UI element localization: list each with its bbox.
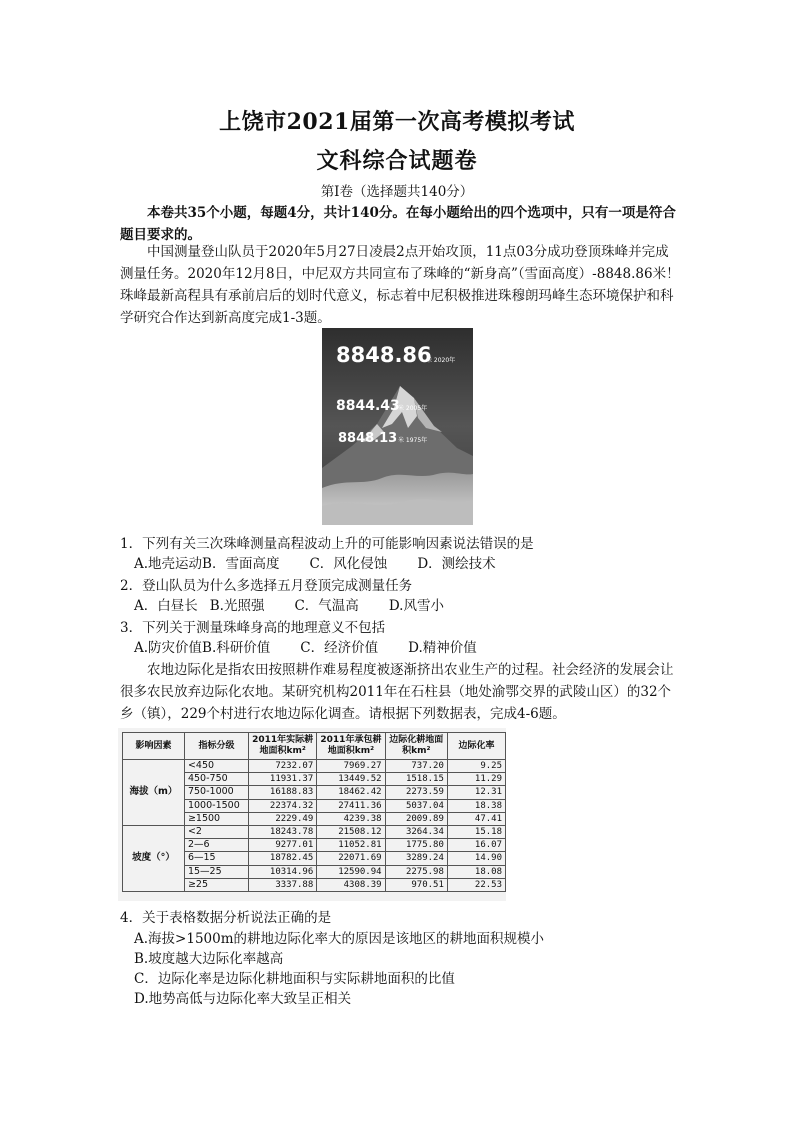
- q1-option-d[interactable]: D．测绘技术: [417, 556, 496, 572]
- q1-option-b[interactable]: B．雪面高度: [202, 556, 280, 572]
- table-cell: ≥25: [184, 878, 248, 891]
- table-cell: 2—6: [184, 839, 248, 852]
- q1-option-a[interactable]: A.地壳运动: [134, 556, 203, 572]
- header-level: 指标分级: [184, 733, 248, 760]
- instructions: 本卷共35个小题，每题4分，共计140分。在每小题给出的四个选项中，只有一项是符合题目要求的。: [120, 205, 676, 243]
- data-table: [122, 732, 506, 892]
- table-cell: <2: [184, 825, 248, 838]
- table-cell: 1518.15: [385, 773, 447, 786]
- table-cell: 1775.80: [385, 839, 447, 852]
- table-cell: 3337.88: [248, 878, 316, 891]
- table-cell: 18243.78: [248, 825, 316, 838]
- table-header-row: [123, 733, 506, 760]
- q2-option-b[interactable]: B.光照强: [209, 598, 265, 614]
- q4-option-b[interactable]: B.坡度越大边际化率越高: [134, 951, 284, 967]
- table-cell: 7969.27: [317, 760, 385, 773]
- table-cell: 9277.01: [248, 839, 316, 852]
- table-row: [123, 760, 506, 773]
- q3-option-a[interactable]: A.防灾价值: [134, 640, 203, 656]
- exam-subtitle: 文科综合试题卷: [316, 148, 478, 174]
- height-2020-note: 米 2020年: [426, 357, 456, 364]
- q4-option-d[interactable]: D.地势高低与边际化率大致呈正相关: [134, 991, 352, 1007]
- question-3-options: [134, 638, 477, 658]
- question-3-stem: 3．下列关于测量珠峰身高的地理意义不包括: [120, 620, 386, 636]
- table-cell: 16188.83: [248, 786, 316, 799]
- table-cell: 18.38: [447, 799, 505, 812]
- table-row: [123, 825, 506, 838]
- table-cell: 5037.04: [385, 799, 447, 812]
- q4-option-a[interactable]: A.海拔>1500m的耕地边际化率大的原因是该地区的耕地面积规模小: [134, 931, 545, 947]
- table-cell: 11931.37: [248, 773, 316, 786]
- table-cell: 750-1000: [184, 786, 248, 799]
- table-cell: <450: [184, 760, 248, 773]
- table-cell: 4308.39: [317, 878, 385, 891]
- question-4-stem: 4．关于表格数据分析说法正确的是: [120, 910, 332, 926]
- table-cell: 22071.69: [317, 852, 385, 865]
- q2-option-c[interactable]: C．气温高: [294, 598, 359, 614]
- passage-farmland: 农地边际化是指农田按照耕作难易程度被逐渐挤出农业生产的过程。社会经济的发展会让很多农民放弃边际化农地。某研究机构2011年在石柱县（地处渝鄂交界的武陵山区）的32个乡（镇），229个村进行农地边际化调查。请根据下列数据表，完成4-6题。: [120, 662, 674, 722]
- table-cell: 11.29: [447, 773, 505, 786]
- table-cell: 2229.49: [248, 812, 316, 825]
- height-2005-value: 8844.43: [336, 398, 400, 414]
- table-cell: 15—25: [184, 865, 248, 878]
- table-cell: 21508.12: [317, 825, 385, 838]
- q3-option-d[interactable]: D.精神价值: [408, 640, 477, 656]
- q4-option-c[interactable]: C．边际化率是边际化耕地面积与实际耕地面积的比值: [134, 971, 455, 987]
- header-marginal-rate: 边际化率: [447, 733, 505, 760]
- passage-everest: 中国测量登山队员于2020年5月27日凌晨2点开始攻顶，11点03分成功登顶珠峰并完成测量任务。2020年12月8日，中尼双方共同宣布了珠峰的“新身高”（雪面高度）-8848.86米！珠峰最新高程具有承前启后的划时代意义，标志着中尼积极推进珠穆朗玛峰生态环境保护和科学研究合作达到新高度完成1-3题。: [120, 244, 680, 326]
- table-cell: 2273.59: [385, 786, 447, 799]
- q2-option-d[interactable]: D.风雪小: [388, 598, 444, 614]
- table-cell: 6—15: [184, 852, 248, 865]
- table-cell: 13449.52: [317, 773, 385, 786]
- table-cell: 970.51: [385, 878, 447, 891]
- table-cell: 22374.32: [248, 799, 316, 812]
- table-cell: 2275.98: [385, 865, 447, 878]
- question-2-options: [134, 596, 444, 616]
- table-cell: 14.90: [447, 852, 505, 865]
- table-cell: 12.31: [447, 786, 505, 799]
- height-2020-value: 8848.86: [336, 343, 432, 367]
- table-cell: 9.25: [447, 760, 505, 773]
- q3-option-b[interactable]: B.科研价值: [202, 640, 271, 656]
- table-cell: 3289.24: [385, 852, 447, 865]
- exam-title: 上饶市2021届第一次高考模拟考试: [219, 109, 575, 135]
- table-cell: 7232.07: [248, 760, 316, 773]
- table-cell: 12590.94: [317, 865, 385, 878]
- table-cell: 27411.36: [317, 799, 385, 812]
- q1-option-c[interactable]: C．风化侵蚀: [309, 556, 388, 572]
- table-cell: 10314.96: [248, 865, 316, 878]
- header-contract-area: 2011年承包耕地面积km²: [317, 733, 385, 760]
- question-1-options: [134, 554, 496, 574]
- table-cell: 11052.81: [317, 839, 385, 852]
- table-cell: 18462.42: [317, 786, 385, 799]
- section-heading: 第I卷（选择题共140分）: [320, 184, 474, 200]
- farmland-data-table: [118, 728, 506, 901]
- table-cell: 1000-1500: [184, 799, 248, 812]
- table-cell: 22.53: [447, 878, 505, 891]
- height-1975-value: 8848.13: [338, 431, 398, 446]
- everest-height-photo: [322, 328, 473, 525]
- table-cell: 737.20: [385, 760, 447, 773]
- header-actual-area: 2011年实际耕地面积km²: [248, 733, 316, 760]
- table-cell: 450-750: [184, 773, 248, 786]
- factor-altitude: 海拔（m）: [123, 760, 185, 826]
- question-2-stem: 2．登山队员为什么多选择五月登顶完成测量任务: [120, 578, 413, 594]
- table-cell: 16.07: [447, 839, 505, 852]
- q3-option-c[interactable]: C．经济价值: [300, 640, 379, 656]
- height-1975-note: 米 1975年: [398, 437, 428, 444]
- question-1-stem: 1．下列有关三次珠峰测量高程波动上升的可能影响因素说法错误的是: [120, 536, 534, 552]
- header-factor: 影响因素: [123, 733, 185, 760]
- table-cell: 15.18: [447, 825, 505, 838]
- header-marginal-area: 边际化耕地面积km²: [385, 733, 447, 760]
- table-cell: 3264.34: [385, 825, 447, 838]
- table-cell: 18.08: [447, 865, 505, 878]
- table-cell: 2009.89: [385, 812, 447, 825]
- height-2005-note: 米 2005年: [398, 405, 428, 412]
- table-cell: 4239.38: [317, 812, 385, 825]
- q2-option-a[interactable]: A．白昼长: [134, 598, 198, 614]
- factor-slope: 坡度（°）: [123, 825, 185, 891]
- table-cell: 47.41: [447, 812, 505, 825]
- table-cell: ≥1500: [184, 812, 248, 825]
- table-cell: 18782.45: [248, 852, 316, 865]
